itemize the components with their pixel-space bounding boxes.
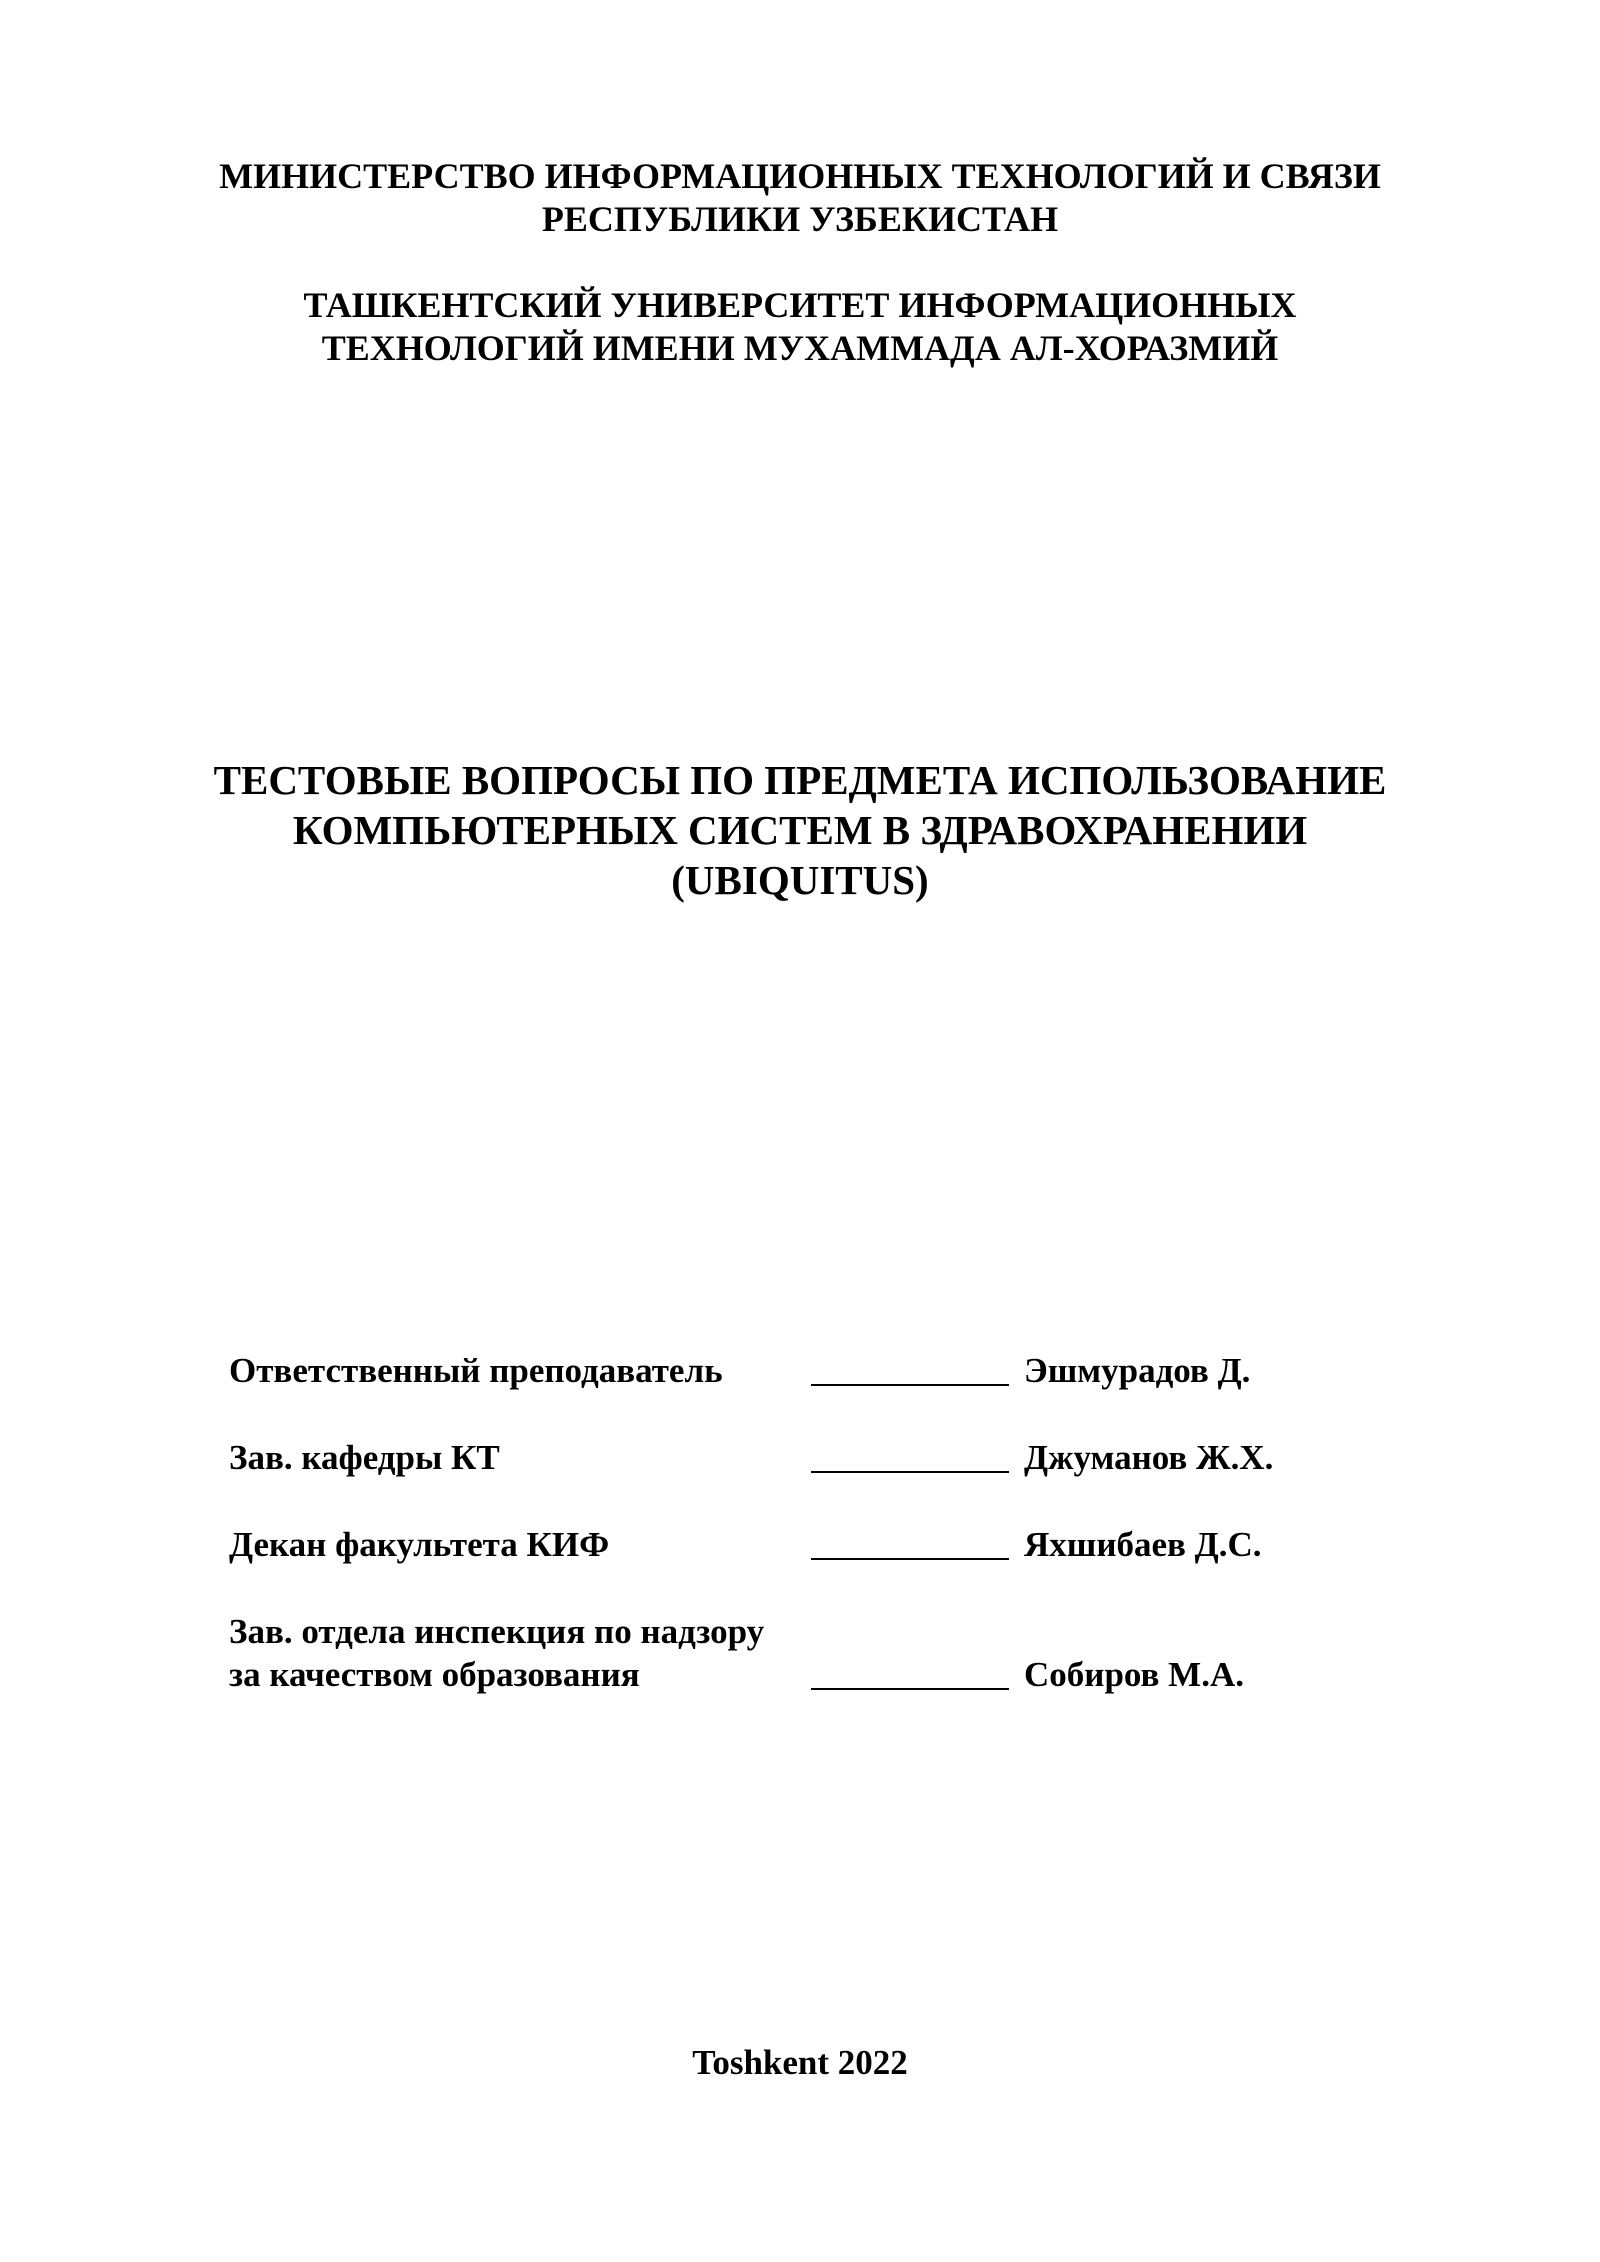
signature-row-teacher (229, 1348, 1429, 1394)
signature-row-quality-inspection (229, 1609, 1429, 1699)
university-line-2: ТЕХНОЛОГИЙ ИМЕНИ МУХАММАДА АЛ-ХОРАЗМИЙ (321, 328, 1279, 368)
signature-line (811, 1471, 1009, 1473)
title-line-1: ТЕСТОВЫЕ ВОПРОСЫ ПО ПРЕДМЕТА ИСПОЛЬЗОВАНИЕ (213, 757, 1387, 803)
signature-role: Ответственный преподаватель (229, 1351, 723, 1390)
city-year: Toshkent 2022 (692, 2043, 908, 2082)
signature-row-dean (229, 1522, 1429, 1568)
signature-role: Декан факультета КИФ (229, 1525, 610, 1564)
ministry-line-1: МИНИСТЕРСТВО ИНФОРМАЦИОННЫХ ТЕХНОЛОГИЙ И СВЯЗИ (219, 156, 1381, 196)
signature-name: Яхшибаев Д.С. (1024, 1525, 1262, 1564)
signature-role-line-2: за качеством образования (229, 1655, 640, 1694)
title-line-2: КОМПЬЮТЕРНЫХ СИСТЕМ В ЗДРАВОХРАНЕНИИ (292, 807, 1308, 853)
signature-line (811, 1688, 1009, 1690)
signature-role-line-1: Зав. отдела инспекция по надзору (229, 1612, 765, 1651)
signature-line (811, 1558, 1009, 1560)
signature-name: Собиров М.А. (1024, 1655, 1244, 1694)
signature-name: Эшмурадов Д. (1024, 1351, 1251, 1390)
signature-block (229, 0, 1429, 1800)
signature-line (811, 1384, 1009, 1386)
signature-row-head-of-department (229, 1435, 1429, 1481)
signature-role: Зав. кафедры КТ (229, 1438, 500, 1477)
ministry-line-2: РЕСПУБЛИКИ УЗБЕКИСТАН (541, 199, 1059, 239)
title-line-3: (UBIQUITUS) (671, 857, 929, 903)
university-line-1: ТАШКЕНТСКИЙ УНИВЕРСИТЕТ ИНФОРМАЦИОННЫХ (303, 285, 1297, 325)
signature-name: Джуманов Ж.Х. (1024, 1438, 1274, 1477)
